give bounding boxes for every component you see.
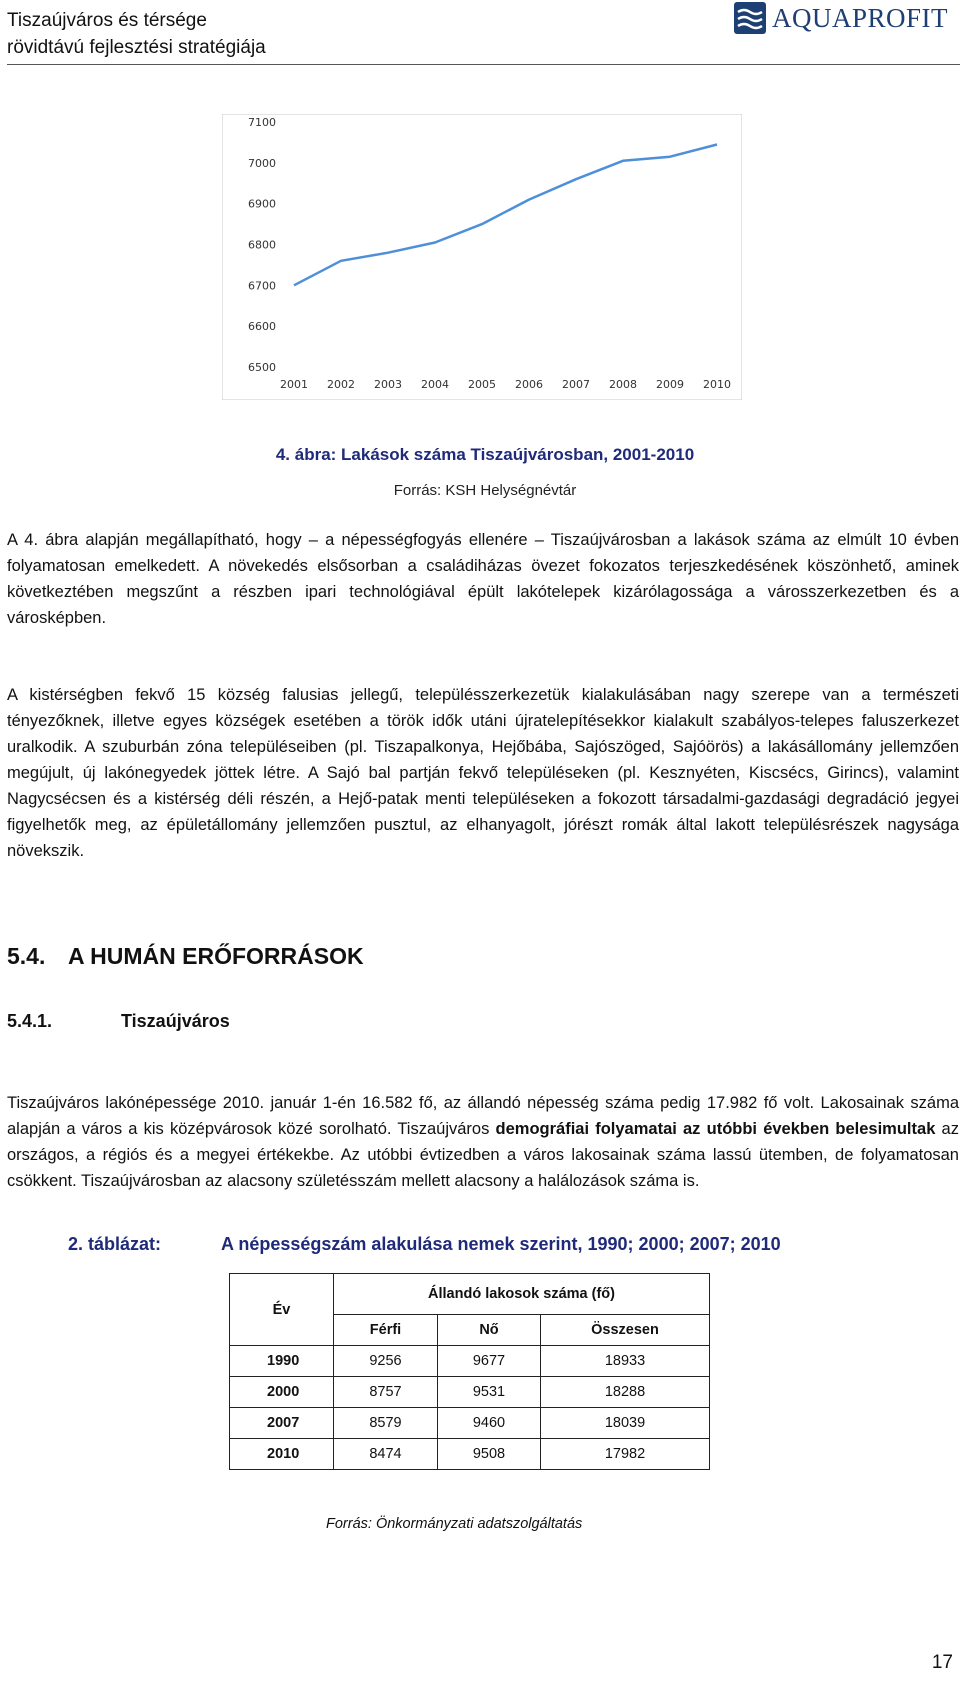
paragraph-population-part2: az országos, a régiós és a megyei értékekbe. Az utóbbi évtizedben a város lakosainak száma lassú ütemben, de folyamatosan csökkent. Tiszaújvárosban az alacsony születésszám mellett alacsony a halálozások száma is. [7,1120,959,1190]
y-tick-label: 6800 [248,238,276,252]
subsection-title: Tiszaújváros [121,1011,230,1031]
y-tick-label: 6500 [248,361,276,374]
x-tick-label: 2010 [703,378,731,391]
row-female: 9460 [438,1408,541,1439]
y-tick-label: 7000 [248,156,276,170]
row-male: 8757 [334,1377,438,1408]
y-tick-label: 6900 [248,197,276,211]
x-tick-label: 2008 [609,378,637,391]
y-tick-label: 6700 [248,279,276,293]
x-tick-label: 2002 [327,378,355,391]
header-title-line2: rövidtávú fejlesztési stratégiája [7,37,266,58]
paragraph-housing: A 4. ábra alapján megállapítható, hogy – a népességfogyás ellenére – Tiszaújvárosban a lakások száma az elmúlt 10 évben folyamatosan emelkedett. A növekedés elsősorban a családiházas övezet fokozatos terjeszkedésének köszönhető, aminek következtében megszűnt a részben ipari technológiával épült lakótelepek kizárólagossága a városszerkezetben és a városképben. [7,531,959,627]
paragraph-population-emphasis: demográfiai folyamatai az utóbbi években belesimultak [495,1120,936,1138]
header-male: Férfi [334,1315,438,1346]
housing-line-chart [222,114,742,400]
section-heading [7,943,364,970]
row-year: 2007 [230,1408,334,1439]
row-total: 17982 [541,1439,710,1470]
x-tick-label: 2004 [421,378,449,391]
row-female: 9531 [438,1377,541,1408]
logo-text: AQUAPROFIT [771,2,948,33]
paragraph-villages: A kistérségben fekvő 15 község falusias jellegű, településszerkezetük kialakulásában nagy szerepe van a természeti tényezőknek, illetve egyes községek esetében a török idők utáni újratelepítésekkor kialakult szabályos-telepes faluszerkezet uralkodik. A szuburbán zóna településeiben (pl. Tiszapalkonya, Hejőbába, Sajószöged, Sajóörös) a lakásállomány jellemzően megújult, új lakónegyedek jöttek létre. A Sajó bal partján fekvő településeken (pl. Kesznyéten, Kiscsécs, Girincs), valamint Nagycsécsen és a kistérség déli részén, a Hejő-patak menti településeken a fokozott társadalmi-gazdasági degradáció jegyei figyelhetők meg, az épületállomány jellemzően pusztul, az elhanyagolt, jórészt romák által lakott településrészek nagysága növekszik. [7,686,959,860]
table-row [230,1439,710,1470]
section-title: A HUMÁN ERŐFORRÁSOK [68,943,364,969]
x-tick-label: 2005 [468,378,496,391]
header-year: Év [230,1274,334,1346]
row-total: 18039 [541,1408,710,1439]
row-total: 18288 [541,1377,710,1408]
row-year: 1990 [230,1346,334,1377]
figure-source: Forrás: KSH Helységnévtár [393,482,577,499]
row-year: 2010 [230,1439,334,1470]
x-tick-label: 2006 [515,378,543,391]
row-female: 9677 [438,1346,541,1377]
table-row [230,1408,710,1439]
y-tick-label: 6600 [248,320,276,334]
table-row [230,1377,710,1408]
table-caption: A népességszám alakulása nemek szerint, 1990; 2000; 2007; 2010 [221,1234,781,1254]
x-tick-label: 2009 [656,378,684,391]
population-table [229,1273,710,1470]
table-row [230,1346,710,1377]
figure-caption: 4. ábra: Lakások száma Tiszaújvárosban, 2001-2010 [275,445,695,464]
table-header-row [230,1274,710,1315]
table-label: 2. táblázat: [68,1234,162,1254]
paragraph-population [7,1090,959,1194]
subsection-number: 5.4.1. [7,1011,53,1031]
row-male: 8474 [334,1439,438,1470]
paragraph-population-part1: Tiszaújváros lakónépessége 2010. január 1-én 16.582 fő, az állandó népesség száma pedig 17.982 fő volt. Lakosainak száma alapján a város a kis középvárosok közé sorolható. Tiszaújváros [7,1094,959,1138]
header-group: Állandó lakosok száma (fő) [334,1274,710,1315]
row-male: 9256 [334,1346,438,1377]
header-title-line1: Tiszaújváros és térsége [7,10,207,31]
section-number: 5.4. [7,943,46,969]
row-year: 2000 [230,1377,334,1408]
table-title [68,1234,781,1255]
subsection-heading [7,1011,230,1032]
row-female: 9508 [438,1439,541,1470]
x-tick-label: 2007 [562,378,590,391]
y-tick-label: 7100 [248,116,276,129]
aquaprofit-logo [734,2,948,34]
x-tick-label: 2001 [280,378,308,391]
table-source: Forrás: Önkormányzati adatszolgáltatás [326,1516,583,1532]
header-female: Nő [438,1315,541,1346]
row-total: 18933 [541,1346,710,1377]
row-male: 8579 [334,1408,438,1439]
page-number: 17 [931,1652,953,1673]
header-total: Összesen [541,1315,710,1346]
x-tick-label: 2003 [374,378,402,391]
header-divider [7,64,960,65]
aquaprofit-wave-logo-icon [734,2,766,34]
